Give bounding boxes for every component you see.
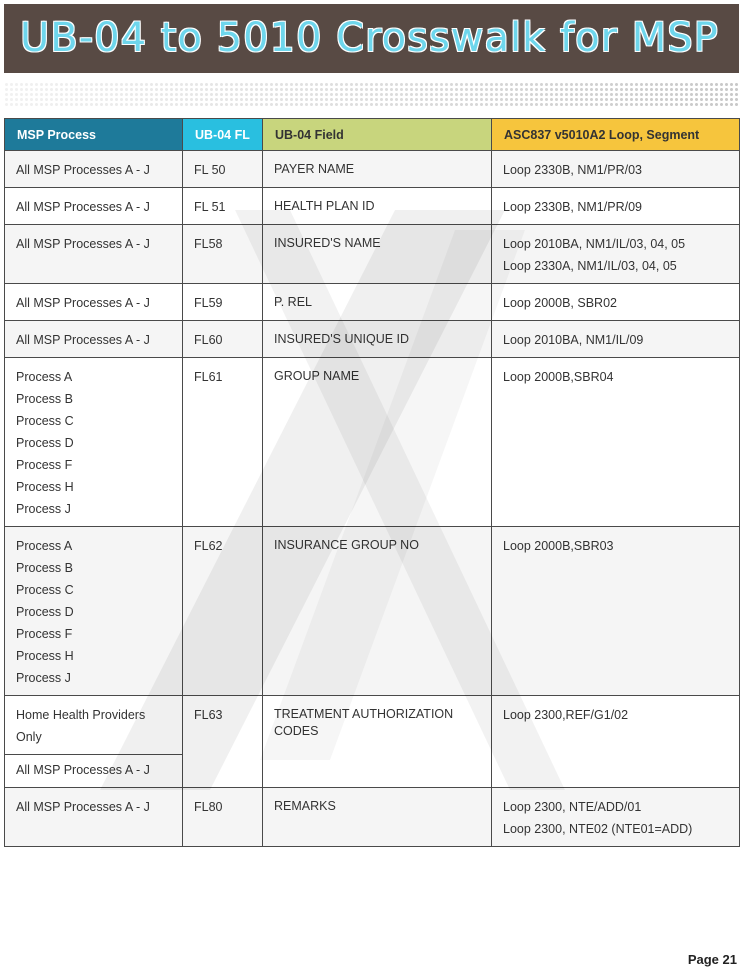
cell-msp-process: All MSP Processes A - J [5, 284, 183, 321]
cell-fl: FL80 [183, 788, 263, 847]
cell-fl: FL63 [183, 696, 263, 788]
cell-field: INSURED'S UNIQUE ID [263, 321, 492, 358]
cell-msp-process: All MSP Processes A - J [5, 188, 183, 225]
cell-field: P. REL [263, 284, 492, 321]
dotted-divider [4, 82, 739, 106]
cell-field: PAYER NAME [263, 151, 492, 188]
cell-asc837: Loop 2000B, SBR02 [492, 284, 740, 321]
cell-msp-process: All MSP Processes A - J [5, 321, 183, 358]
cell-asc837: Loop 2010BA, NM1/IL/03, 04, 05 Loop 2330A, NM1/IL/03, 04, 05 [492, 225, 740, 284]
cell-asc837: Loop 2000B,SBR04 [492, 358, 740, 527]
header-msp-process: MSP Process [5, 119, 183, 151]
cell-fl: FL60 [183, 321, 263, 358]
header-asc837: ASC837 v5010A2 Loop, Segment [492, 119, 740, 151]
cell-fl: FL62 [183, 527, 263, 696]
table-row [5, 284, 740, 321]
cell-asc837: Loop 2330B, NM1/PR/09 [492, 188, 740, 225]
table-row [5, 321, 740, 358]
table-row [5, 788, 740, 847]
cell-asc837: Loop 2300,REF/G1/02 [492, 696, 740, 788]
cell-msp-process: All MSP Processes A - J [5, 151, 183, 188]
cell-fl: FL 50 [183, 151, 263, 188]
cell-fl: FL 51 [183, 188, 263, 225]
table-row [5, 527, 740, 696]
cell-asc837: Loop 2330B, NM1/PR/03 [492, 151, 740, 188]
cell-msp-process: All MSP Processes A - J [5, 225, 183, 284]
table-row [5, 358, 740, 527]
cell-field: HEALTH PLAN ID [263, 188, 492, 225]
cell-fl: FL58 [183, 225, 263, 284]
table-row [5, 225, 740, 284]
cell-asc837: Loop 2000B,SBR03 [492, 527, 740, 696]
cell-msp-process: Process A Process B Process C Process D Process F Process H Process J [5, 527, 183, 696]
table-header-row [5, 119, 740, 151]
title-banner [4, 4, 739, 73]
crosswalk-table [4, 118, 740, 847]
table-row [5, 188, 740, 225]
page-title: UB-04 to 5010 Crosswalk for MSP [20, 15, 719, 61]
table-row [5, 696, 740, 788]
cell-msp-process: Home Health Providers Only All MSP Processes A - J [5, 696, 183, 788]
cell-fl: FL59 [183, 284, 263, 321]
cell-msp-process: All MSP Processes A - J [5, 788, 183, 847]
cell-fl: FL61 [183, 358, 263, 527]
page-number: Page 21 [687, 952, 737, 967]
table-row [5, 151, 740, 188]
header-ub04-field: UB-04 Field [263, 119, 492, 151]
cell-asc837: Loop 2300, NTE/ADD/01 Loop 2300, NTE02 (NTE01=ADD) [492, 788, 740, 847]
cell-field: TREATMENT AUTHORIZATION CODES [263, 696, 492, 788]
header-ub04-fl: UB-04 FL [183, 119, 263, 151]
cell-divider [5, 754, 182, 755]
cell-field: INSURANCE GROUP NO [263, 527, 492, 696]
cell-field: GROUP NAME [263, 358, 492, 527]
cell-field: REMARKS [263, 788, 492, 847]
cell-asc837: Loop 2010BA, NM1/IL/09 [492, 321, 740, 358]
cell-msp-process: Process A Process B Process C Process D Process F Process H Process J [5, 358, 183, 527]
cell-field: INSURED'S NAME [263, 225, 492, 284]
